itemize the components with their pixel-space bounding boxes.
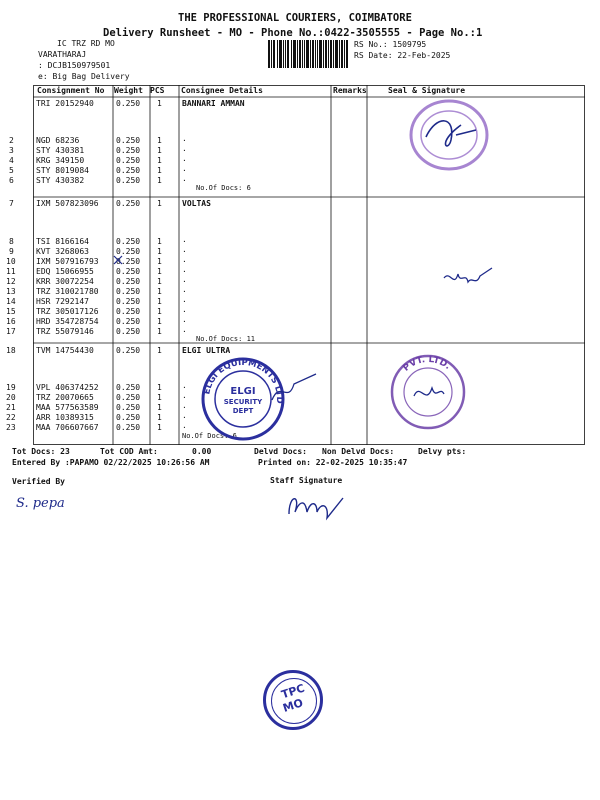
elgi-center-1: ELGI (230, 386, 256, 397)
verifier-signature: S. pepa (16, 496, 65, 511)
elgi-ring-text: ELGI EQUIPMENTS LTD (202, 357, 285, 404)
delivery-points: Delvy pts: (418, 447, 467, 456)
company-name: THE PROFESSIONAL COURIERS, COIMBATORE (178, 12, 412, 24)
elgi-center-3: DEPT (232, 407, 254, 415)
verified-by-label: Verified By (12, 477, 65, 486)
tpc-text: TPC (279, 681, 307, 702)
code-line: : DCJB150979501 (38, 61, 111, 70)
col-consignment: Consignment No (37, 86, 105, 95)
branch-line: IC TRZ RD MO (57, 39, 115, 48)
col-consignee: Consignee Details (181, 86, 263, 95)
consignee-name: ELGI ULTRA (182, 346, 231, 355)
tpc-mo-stamp (263, 670, 323, 730)
delivered-docs: Delvd Docs: (254, 447, 307, 456)
mode-line: e: Big Bag Delivery (38, 72, 130, 81)
printed-on: Printed on: 22-02-2025 10:35:47 (258, 458, 408, 467)
handwritten-x-mark (112, 254, 124, 266)
non-delivered-docs: Non Delvd Docs: (322, 447, 395, 456)
barcode-icon (268, 40, 348, 68)
signature-2 (440, 262, 495, 294)
total-docs: Tot Docs: 23 (12, 447, 70, 456)
consignee-name: VOLTAS (182, 199, 211, 208)
rs-number: RS No.: 1509795 (354, 40, 427, 49)
docs-count: No.Of Docs: 6 (196, 184, 251, 192)
elgi-center-2: SECURITY (223, 398, 263, 406)
col-weight: Weight (114, 86, 143, 95)
docs-count: No.Of Docs: 11 (196, 335, 256, 343)
col-remarks: Remarks (333, 86, 367, 95)
entered-by: Entered By :PAPAMO 02/22/2025 10:26:56 AM (12, 458, 210, 467)
svg-text:PVT. LTD. (401, 355, 452, 374)
pvt-ring-text: PVT. LTD. (401, 354, 453, 374)
staff-line: VARATHARAJ (38, 50, 87, 59)
col-seal: Seal & Signature (388, 86, 466, 95)
signature-3a (270, 370, 320, 410)
col-pcs: PCS (150, 86, 165, 95)
consignee-name: BANNARI AMMAN (182, 99, 245, 108)
staff-signature-label: Staff Signature (270, 476, 343, 485)
staff-signature (285, 488, 347, 524)
total-cod-label: Tot COD Amt: (100, 447, 158, 456)
docs-count: No.Of Docs: 6 (182, 432, 237, 440)
total-cod-value: 0.00 (192, 447, 212, 456)
runsheet-title: Delivery Runsheet - MO - Phone No.:0422-3505555 - Page No.:1 (103, 27, 483, 39)
seal-stamp-1 (406, 95, 492, 175)
mo-text: MO (281, 696, 305, 715)
pvt-ltd-stamp (388, 352, 468, 432)
rs-date: RS Date: 22-Feb-2025 (354, 51, 451, 60)
